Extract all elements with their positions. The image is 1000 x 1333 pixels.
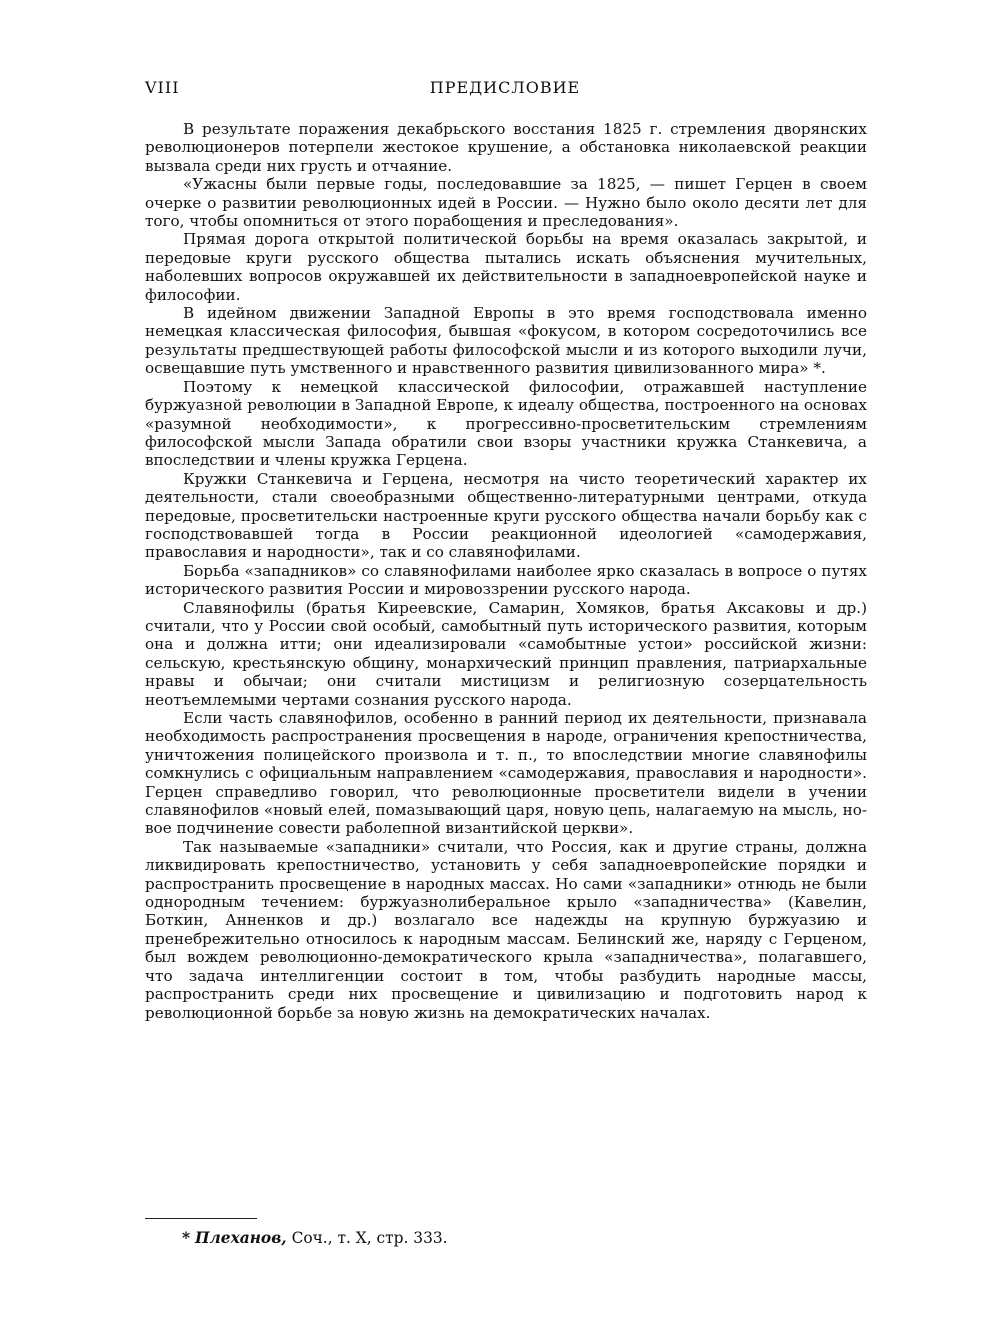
- paragraph: Борьба «западников» со славянофилами наиболее ярко сказалась в вопросе о путях исторического развития России и мировоззрении русского народа.: [145, 561, 867, 599]
- page-number: VIII: [145, 78, 180, 97]
- paragraph: В результате поражения декабрьского восстания 1825 г. стремления дворянских революционеров потерпели жестокое крушение, а обстановка николаевской реакции вызвала среди них грусть и отчаяние.: [145, 120, 867, 175]
- footnote: [182, 1228, 448, 1248]
- footnote-rule: [145, 1218, 257, 1219]
- footnote-reference: Соч., т. X, стр. 333.: [291, 1229, 448, 1247]
- paragraph: Кружки Станкевича и Герцена, несмотря на чисто теоретический характер их деятельности, стали своеобразными общественно-литературными центрами, откуда передовые, просветительски настроенные круги русского общества начали борьбу как с господствовавшей тогда в России реакционной идеологией «самодержавия, православия и народности», так и со славянофилами.: [145, 469, 867, 562]
- paragraph: Прямая дорога открытой политической борьбы на время оказалась закрытой, и передовые круги русского общества пытались искать объяснения мучительных, наболевших вопросов окружавшей их действительности в западноевропейской науке и философии.: [145, 230, 867, 304]
- footnote-mark: *: [182, 1229, 191, 1247]
- paragraph: Славянофилы (братья Киреевские, Самарин, Хомяков, братья Аксаковы и др.) считали, что у России свой особый, самобытный путь исторического развития, которым она и должна итти; они идеализировали «самобытные устои» российской жизни: сельскую, крестьянскую общину, монархический принцип правления, патриархальные нравы и обычаи; они считали мистицизм и религиозную созерцательность неотъемлемыми чертами сознания русского народа.: [145, 598, 867, 709]
- footnote-author: Плеханов,: [194, 1229, 287, 1247]
- running-head: [145, 78, 865, 102]
- running-title: ПРЕДИСЛОВИЕ: [429, 78, 581, 97]
- paragraph: Если часть славянофилов, особенно в ранний период их деятельности, признавала необходимость распространения просвещения в народе, ограничения крепостничества, уничтожения полицейского произвола и т. п., то впоследствии многие славянофилы сомкнулись с официальным направлением «самодержавия, православия и народности». Герцен справедливо говорил, что революционные просветители видели в учении славянофилов «новый елей, помазывающий царя, новую цепь, налагаемую на мысль, новое подчинение совести раболепной византийской церкви».: [145, 709, 867, 838]
- body-text: [145, 120, 867, 1022]
- paragraph: Поэтому к немецкой классической философии, отражавшей наступление буржуазной революции в Западной Европе, к идеалу общества, построенного на основах «разумной необходимости», к прогрессивно-просветительским стремлениям философской мысли Запада обратили свои взоры участники кружка Станкевича, а впоследствии и члены кружка Герцена.: [145, 377, 867, 470]
- paragraph: Так называемые «западники» считали, что Россия, как и другие страны, должна ликвидировать крепостничество, установить у себя западноевропейские порядки и распространить просвещение в народных массах. Но сами «западники» отнюдь не были однородным течением: буржуазнолиберальное крыло «западничества» (Кавелин, Боткин, Анненков и др.) возлагало все надежды на крупную буржуазию и пренебрежительно относилось к народным массам. Белинский же, наряду с Герценом, был вождем революционно-демократического крыла «западничества», полагавшего, что задача интеллигенции состоит в том, чтобы разбудить народные массы, распространить среди них просвещение и цивилизацию и подготовить народ к революционной борьбе за новую жизнь на демократических началах.: [145, 837, 867, 1022]
- paragraph: В идейном движении Западной Европы в это время господствовала именно немецкая классическая философия, бывшая «фокусом, в котором сосредоточились все результаты предшествующей работы философской мысли и из которого выходили лучи, освещавшие путь умственного и нравственного развития цивилизованного мира» *.: [145, 304, 867, 378]
- paragraph: «Ужасны были первые годы, последовавшие за 1825, — пишет Герцен в своем очерке о развитии революционных идей в России. — Нужно было около десяти лет для того, чтобы опомниться от этого порабощения и преследования».: [145, 175, 867, 231]
